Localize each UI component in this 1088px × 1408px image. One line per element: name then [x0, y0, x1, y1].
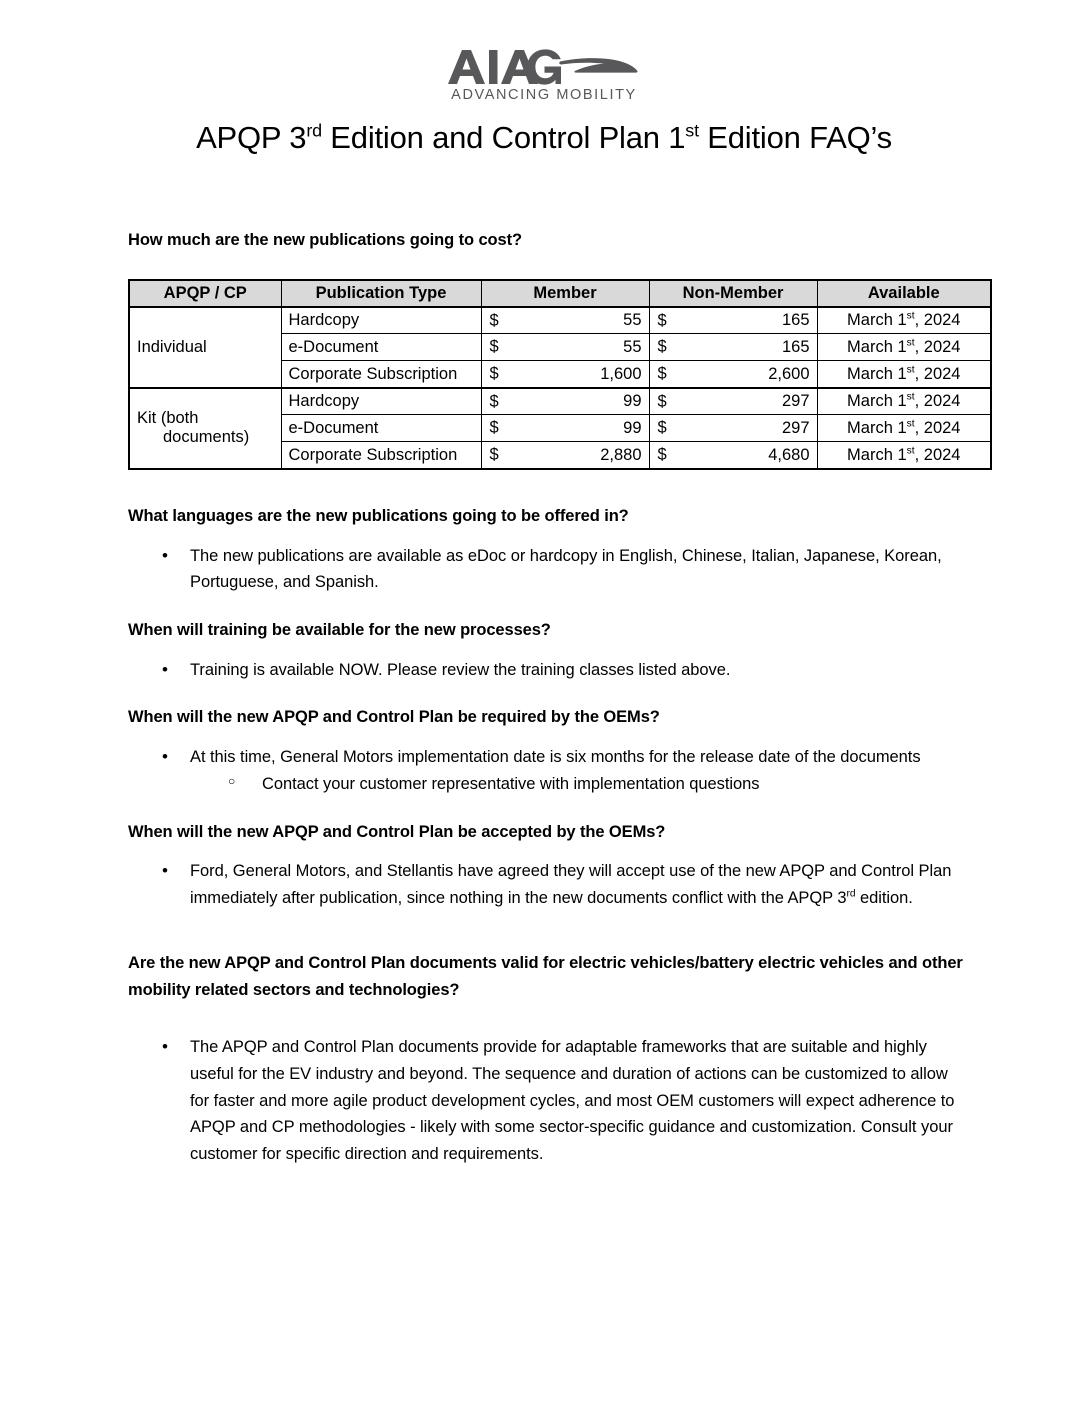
cell-nonmember-price — [649, 361, 817, 388]
date-text-1: March 1 — [847, 337, 907, 356]
date-sup: st — [906, 337, 915, 349]
group-label-line-1: Individual — [137, 337, 207, 356]
currency-symbol: $ — [657, 445, 667, 464]
date-sup: st — [906, 418, 915, 430]
date-sup: st — [906, 445, 915, 456]
amount: 99 — [623, 418, 642, 437]
question-cost: How much are the new publications going to cost? — [128, 231, 522, 249]
amount: 297 — [781, 418, 810, 437]
bullet-text-part-1: Ford, General Motors, and Stellantis have agreed they will accept use of the new APQP and Control Plan immediately after publication, since nothing in the new documents conflict with the APQP 3 — [190, 862, 952, 908]
title-part-2: Edition and Control Plan 1 — [321, 120, 686, 155]
currency-symbol: $ — [489, 364, 499, 383]
question-line-1: Are the new APQP and Control Plan documents valid for electric vehicles/battery electric vehicles and — [128, 954, 918, 973]
cell-member-price — [481, 388, 649, 415]
ev-bullet-list — [128, 1034, 964, 1168]
currency-symbol: $ — [489, 418, 499, 437]
bullet-sup: rd — [846, 888, 856, 900]
date-text-2: , 2024 — [914, 337, 961, 356]
group-label-individual — [129, 307, 281, 388]
list-item: • The APQP and Control Plan documents provide for adaptable frameworks that are suitable and highly useful for the EV industry and beyond. The sequence and duration of actions can be customized to allow for faster and more agile product development cycles, and most OEM customers will expect adherence to APQP and CP methodologies - likely with some sector-specific guidance and customization. Consult your customer for specific direction and requirements. — [128, 1034, 964, 1168]
amount: 165 — [781, 311, 810, 329]
currency-symbol: $ — [657, 337, 667, 356]
table-header-row — [129, 280, 991, 307]
cell-member-price — [481, 442, 649, 469]
currency-symbol: $ — [657, 392, 667, 410]
aiag-logo — [0, 0, 1088, 104]
title-part-3: Edition FAQ’s — [698, 120, 892, 155]
currency-symbol: $ — [657, 311, 667, 329]
amount: 1,600 — [600, 364, 642, 383]
date-text-2: , 2024 — [914, 392, 961, 410]
question-languages: What languages are the new publications going to be offered in? — [128, 506, 629, 525]
cell-nonmember-price — [649, 442, 817, 469]
group-label-line-2: documents) — [163, 428, 250, 447]
list-item: • Training is available NOW. Please review the training classes listed above. — [128, 657, 964, 684]
table-row — [129, 307, 991, 334]
cell-member-price — [481, 334, 649, 361]
accepted-bullet-list — [128, 858, 964, 911]
list-item — [128, 858, 964, 911]
currency-symbol: $ — [489, 445, 499, 464]
list-item: ○ Contact your customer representative with implementation questions — [128, 771, 964, 798]
cell-publication-type: e-Document — [281, 334, 481, 361]
cell-available-date — [817, 334, 991, 361]
currency-symbol: $ — [657, 364, 667, 383]
amount: 99 — [623, 392, 642, 410]
date-text-1: March 1 — [847, 392, 907, 410]
currency-symbol: $ — [489, 337, 499, 356]
cell-nonmember-price — [649, 388, 817, 415]
title-sup-1: rd — [306, 120, 322, 141]
cell-publication-type: Corporate Subscription — [281, 361, 481, 388]
bullet-text-part-2: edition. — [855, 889, 913, 908]
date-sup: st — [906, 310, 915, 322]
amount: 55 — [623, 337, 642, 356]
date-text-2: , 2024 — [914, 445, 961, 464]
date-sup: st — [906, 391, 915, 403]
column-header-member: Member — [481, 280, 649, 307]
title-sup-2: st — [685, 120, 699, 141]
cell-publication-type: Hardcopy — [281, 307, 481, 334]
date-text-2: , 2024 — [914, 311, 961, 329]
cell-member-price — [481, 307, 649, 334]
date-text-1: March 1 — [847, 418, 907, 437]
required-bullet-list — [128, 744, 964, 771]
cell-member-price — [481, 361, 649, 388]
title-part-1: APQP 3 — [196, 120, 307, 155]
date-text-2: , 2024 — [914, 418, 961, 437]
amount: 297 — [781, 392, 810, 410]
languages-bullet-list — [128, 543, 964, 596]
date-text-1: March 1 — [847, 311, 907, 329]
list-item: • The new publications are available as eDoc or hardcopy in English, Chinese, Italian, Japanese, Korean, Portuguese, and Spanish. — [128, 543, 964, 596]
amount: 165 — [781, 337, 810, 356]
currency-symbol: $ — [489, 392, 499, 410]
cell-available-date — [817, 415, 991, 442]
cell-nonmember-price — [649, 415, 817, 442]
cell-nonmember-price — [649, 307, 817, 334]
cell-member-price — [481, 415, 649, 442]
amount: 4,680 — [768, 445, 810, 464]
aiag-logo-icon — [444, 46, 644, 104]
required-subbullet-list — [128, 771, 964, 798]
training-bullet-list — [128, 657, 964, 684]
question-training: When will training be available for the new processes? — [128, 620, 551, 639]
question-line-2: other mobility related sectors and technologies? — [128, 954, 963, 999]
list-item: • At this time, General Motors implementation date is six months for the release date of the documents — [128, 744, 964, 771]
question-ev-validity — [128, 950, 964, 1003]
page-title — [0, 120, 1088, 156]
logo-tagline: ADVANCING MOBILITY — [451, 87, 637, 103]
date-text-1: March 1 — [847, 364, 907, 383]
currency-symbol: $ — [657, 418, 667, 437]
cell-publication-type: Hardcopy — [281, 388, 481, 415]
amount: 2,880 — [600, 445, 642, 464]
cell-nonmember-price — [649, 334, 817, 361]
question-required-by-oems: When will the new APQP and Control Plan be required by the OEMs? — [128, 708, 660, 727]
date-text-1: March 1 — [847, 445, 907, 464]
currency-symbol: $ — [489, 311, 499, 329]
amount: 55 — [623, 311, 642, 329]
group-label-line-1: Kit (both — [137, 409, 199, 428]
column-header-publication-type: Publication Type — [281, 280, 481, 307]
cell-publication-type: Corporate Subscription — [281, 442, 481, 469]
column-header-available: Available — [817, 280, 991, 307]
document-content — [128, 228, 964, 1168]
table-row — [129, 388, 991, 415]
column-header-non-member: Non-Member — [649, 280, 817, 307]
amount: 2,600 — [768, 364, 810, 383]
date-text-2: , 2024 — [914, 364, 961, 383]
group-label-kit — [129, 388, 281, 469]
cell-available-date — [817, 442, 991, 469]
date-sup: st — [906, 364, 915, 375]
cell-publication-type: e-Document — [281, 415, 481, 442]
column-header-group: APQP / CP — [129, 280, 281, 307]
cell-available-date — [817, 361, 991, 388]
cell-available-date — [817, 388, 991, 415]
cell-available-date — [817, 307, 991, 334]
pricing-table — [128, 279, 992, 470]
question-accepted-by-oems: When will the new APQP and Control Plan be accepted by the OEMs? — [128, 822, 666, 841]
